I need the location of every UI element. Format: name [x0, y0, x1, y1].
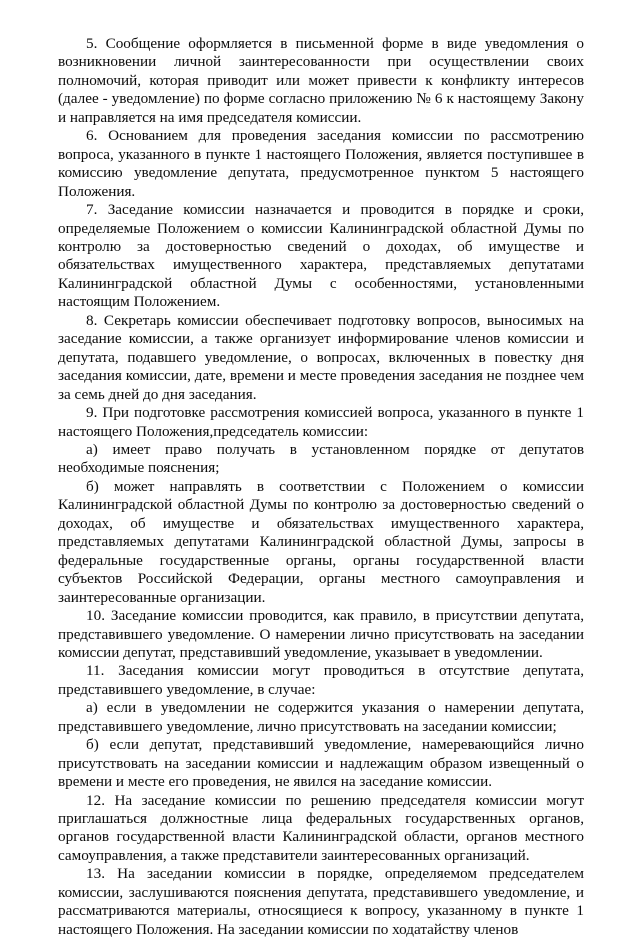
paragraph-13: 13. На заседании комиссии в порядке, определяемом председателем комиссии, заслушиваются пояснения депутата, представившего уведомление, и рассматриваются материалы, относящиеся к вопросу, указанному в пункте 1 настоящего Положения. На заседании комиссии по ходатайству членов — [58, 865, 584, 938]
document-page — [58, 35, 584, 939]
paragraph-11b: б) если депутат, представивший уведомление, намеревающийся лично присутствовать на заседании комиссии и надлежащим образом извещенный о времени и месте его проведения, не явился на заседание комиссии. — [58, 736, 584, 791]
paragraph-8: 8. Секретарь комиссии обеспечивает подготовку вопросов, выносимых на заседание комиссии, а также организует информирование членов комиссии и депутата, подавшего уведомление, о вопросах, включенных в повестку дня заседания комиссии, дате, времени и месте проведения заседания не позднее чем за семь дней до дня заседания. — [58, 311, 584, 403]
paragraph-9b: б) может направлять в соответствии с Положением о комиссии Калининградской областной Думы по контролю за достоверностью сведений о доходах, об имуществе и обязательствах имущественного характера, представляемых депутатами Калининградской областной Думы, запросы в федеральные государственные органы, органы государственной власти субъектов Российской Федерации, органы местного самоуправления и заинтересованные организации. — [58, 477, 584, 606]
paragraph-11: 11. Заседания комиссии могут проводиться в отсутствие депутата, представившего уведомление, в случае: — [58, 662, 584, 698]
paragraph-10: 10. Заседание комиссии проводится, как правило, в присутствии депутата, представившего уведомление. О намерении лично присутствовать на заседании комиссии депутат, представивший уведомление, указывает в уведомлении. — [58, 607, 584, 661]
paragraph-5: 5. Сообщение оформляется в письменной форме в виде уведомления о возникновении личной заинтересованности при осуществлении своих полномочий, которая приводит или может привести к конфликту интересов (далее - уведомление) по форме согласно приложению № 6 к настоящему Закону и направляется на имя председателя комиссии. — [58, 35, 584, 126]
paragraph-12: 12. На заседание комиссии по решению председателя комиссии могут приглашаться должностные лица федеральных государственных органов, органов государственной власти Калининградской области, органов местного самоуправления, а также представители заинтересованных организаций. — [58, 791, 584, 864]
paragraph-9: 9. При подготовке рассмотрения комиссией вопроса, указанного в пункте 1 настоящего Положения,председатель комиссии: — [58, 404, 584, 440]
paragraph-11a: а) если в уведомлении не содержится указания о намерении депутата, представившего уведомление, лично присутствовать на заседании комиссии; — [58, 699, 584, 735]
paragraph-6: 6. Основанием для проведения заседания комиссии по рассмотрению вопроса, указанного в пункте 1 настоящего Положения, является поступившее в комиссию уведомление депутата, предусмотренное пунктом 5 настоящего Положения. — [58, 127, 584, 200]
paragraph-9a: а) имеет право получать в установленном порядке от депутатов необходимые пояснения; — [58, 440, 584, 477]
paragraph-7: 7. Заседание комиссии назначается и проводится в порядке и сроки, определяемые Положением о комиссии Калининградской областной Думы по контролю за достоверностью сведений о доходах, об имуществе и обязательствах имущественного характера, представляемых депутатами Калининградской областной Думы с особенностями, установленными настоящим Положением. — [58, 201, 584, 311]
